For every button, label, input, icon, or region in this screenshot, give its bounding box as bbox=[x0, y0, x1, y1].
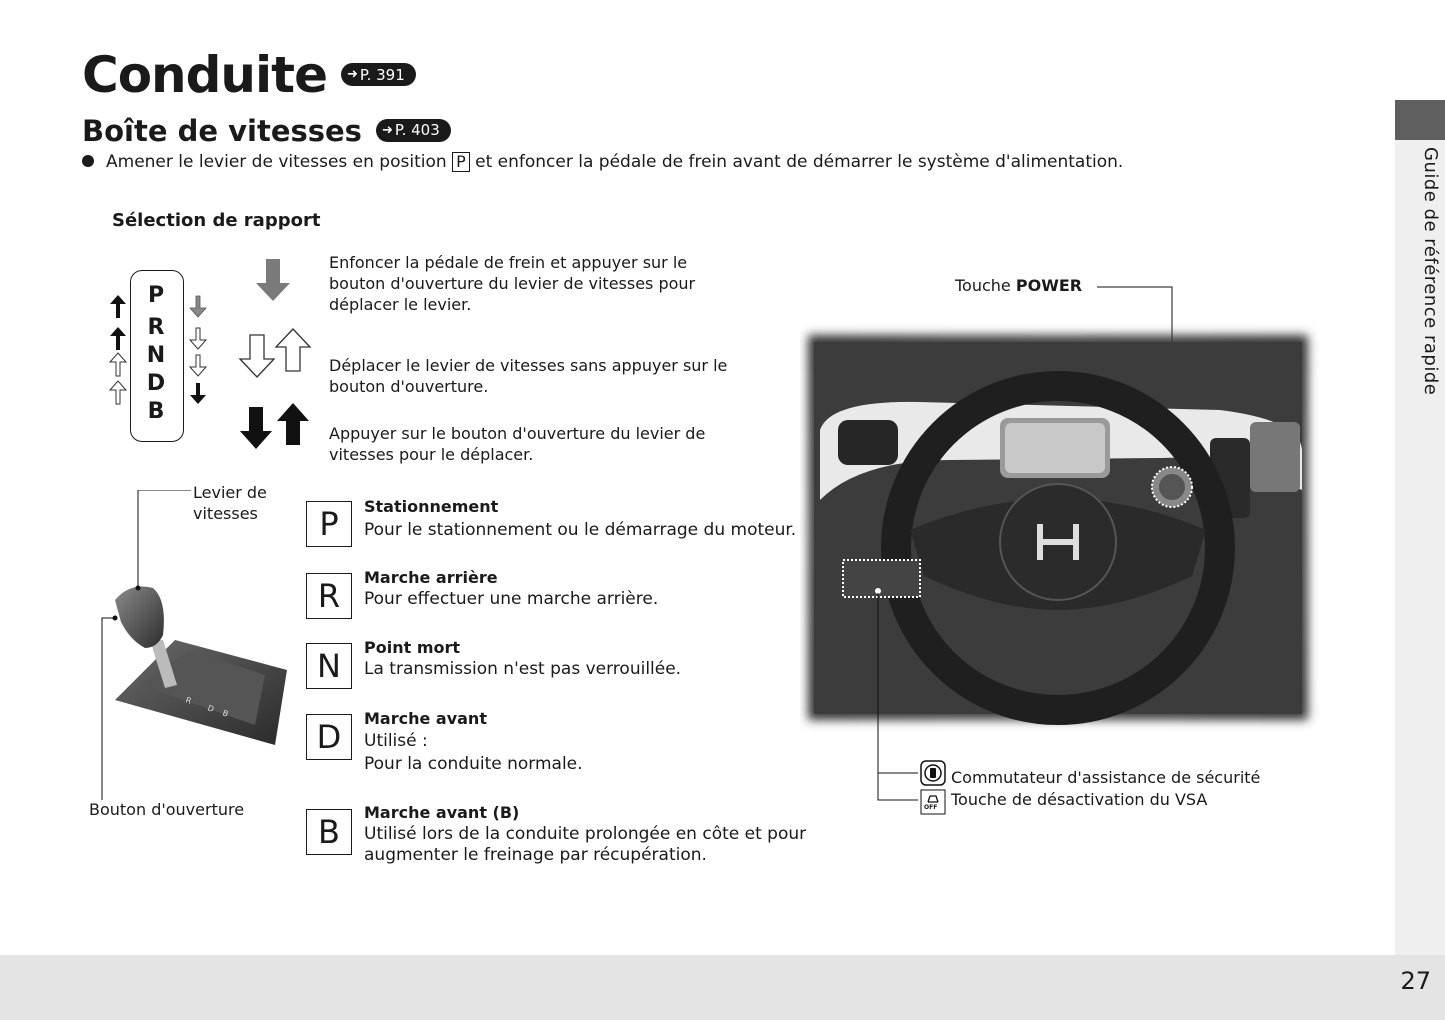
mode-title: Marche avant (B) bbox=[364, 803, 520, 822]
section-ref-link[interactable] bbox=[376, 119, 451, 142]
bullet-icon bbox=[82, 155, 94, 167]
gear-arrows-icon bbox=[102, 268, 222, 444]
legend-arrows bbox=[236, 255, 316, 455]
mode-letter-box: D bbox=[306, 714, 352, 760]
section-title bbox=[82, 114, 451, 148]
mode-letter-box: B bbox=[306, 809, 352, 855]
power-label-prefix: Touche bbox=[955, 276, 1016, 295]
mode-title: Stationnement bbox=[364, 497, 499, 516]
legend-text-brake: Enfoncer la pédale de frein et appuyer sur le bouton d'ouverture du levier de vitesses pour déplacer le levier. bbox=[329, 253, 696, 314]
safety-assist-label: Commutateur d'assistance de sécurité bbox=[951, 768, 1261, 787]
mode-line: Utilisé : bbox=[364, 731, 428, 751]
gear-letter: P bbox=[147, 283, 165, 308]
instruction-bullet bbox=[82, 152, 1123, 172]
page-number: 27 bbox=[1400, 967, 1431, 995]
mode-letter-box: R bbox=[306, 573, 352, 619]
mode-line: Pour la conduite normale. bbox=[364, 754, 583, 774]
mode-letter-box: P bbox=[306, 501, 352, 547]
mode-title: Marche arrière bbox=[364, 568, 498, 587]
vsa-off-text: OFF bbox=[924, 804, 938, 811]
side-tab-label[interactable]: Guide de référence rapide bbox=[1420, 147, 1441, 396]
page-footer bbox=[0, 955, 1445, 1020]
page-ref-text: P. 391 bbox=[359, 65, 405, 84]
bullet-text-before: Amener le levier de vitesses en position bbox=[106, 152, 447, 172]
gear-letter: N bbox=[146, 343, 166, 368]
page-title-text: Conduite bbox=[82, 46, 327, 104]
shifter-illustration bbox=[95, 490, 305, 800]
selection-title: Sélection de rapport bbox=[112, 210, 321, 231]
mode-title: Point mort bbox=[364, 638, 461, 657]
arrow-right-icon: ➜ bbox=[381, 122, 393, 138]
safety-assist-icon bbox=[921, 761, 945, 785]
release-button-label: Bouton d'ouverture bbox=[89, 800, 245, 819]
mode-line: La transmission n'est pas verrouillée. bbox=[364, 659, 682, 679]
legend-text-release: Appuyer sur le bouton d'ouverture du levier de vitesses pour le déplacer. bbox=[329, 424, 706, 464]
bullet-text-after: et enfoncer la pédale de frein avant de démarrer le système d'alimentation. bbox=[475, 152, 1124, 172]
vsa-off-label: Touche de désactivation du VSA bbox=[951, 790, 1208, 809]
gear-letter: B bbox=[147, 399, 165, 424]
black-arrows-icon bbox=[240, 403, 309, 449]
power-label-bold: POWER bbox=[1015, 276, 1083, 295]
mode-line: Pour effectuer une marche arrière. bbox=[364, 589, 659, 609]
arrow-right-icon: ➜ bbox=[346, 67, 358, 82]
mode-line: augmenter le freinage par récupération. bbox=[364, 845, 707, 865]
mode-title: Marche avant bbox=[364, 709, 487, 728]
outline-arrows-icon bbox=[240, 329, 310, 377]
svg-text:B: B bbox=[221, 708, 230, 719]
mode-line: Pour le stationnement ou le démarrage du moteur. bbox=[364, 520, 797, 540]
svg-text:R: R bbox=[184, 695, 193, 706]
svg-text:D: D bbox=[206, 703, 216, 714]
lever-label: Levier de vitesses bbox=[193, 483, 267, 523]
dashboard-illustration bbox=[800, 280, 1320, 820]
legend-text-free: Déplacer le levier de vitesses sans appuyer sur le bouton d'ouverture. bbox=[329, 356, 728, 396]
mode-letter-box: N bbox=[306, 643, 352, 689]
gear-letter: D bbox=[146, 371, 166, 396]
section-title-text: Boîte de vitesses bbox=[82, 114, 362, 148]
section-ref-text: P. 403 bbox=[394, 121, 440, 139]
gear-letter: R bbox=[147, 315, 165, 340]
gear-pattern-diagram bbox=[102, 268, 222, 444]
side-tab-marker[interactable] bbox=[1395, 100, 1445, 140]
park-box: P bbox=[452, 152, 470, 172]
solid-gray-down-arrow-icon bbox=[256, 259, 290, 301]
page-ref-link[interactable] bbox=[341, 63, 416, 86]
page-title bbox=[82, 46, 416, 104]
mode-line: Utilisé lors de la conduite prolongée en côte et pour bbox=[364, 824, 807, 844]
